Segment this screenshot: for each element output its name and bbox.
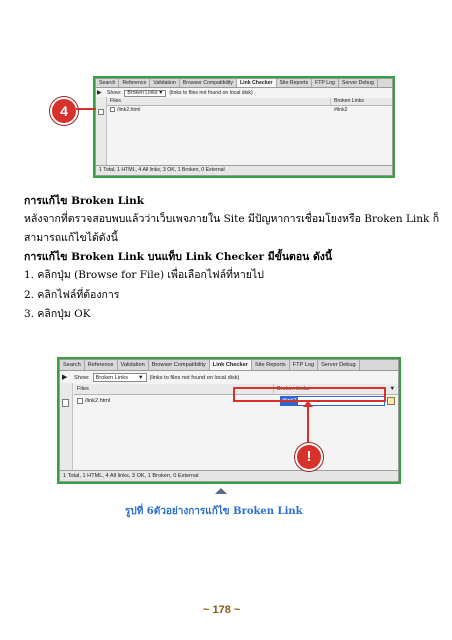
step-3: 3. คลิกปุ่ม OK [24,308,91,320]
figure-caption: รูปที่ 6ตัวอย่างการแก้ไข Broken Link [125,506,303,517]
panel-status-bar: 1 Total, 1 HTML, 4 All links, 3 OK, 1 Broken, 0 External [96,165,392,175]
results-header [107,98,392,106]
tab-link-checker[interactable]: Link Checker [210,360,252,370]
paragraph-line-2: สามารถแก้ไขได้ดังนี้ [24,232,118,244]
broken-link-edit-value: #link2 [282,397,297,404]
tab-search[interactable]: Search [60,360,85,370]
panel-status-bar: 1 Total, 1 HTML, 4 All links, 3 OK, 1 Broken, 0 External [60,470,398,481]
panel-tab-bar [96,79,392,88]
html-file-icon [110,107,115,112]
tab-link-checker[interactable]: Link Checker [237,79,277,87]
heading-link-checker-steps: การแก้ไข Broken Link บนแท็บ Link Checker มีขั้นตอน ดังนี้ [24,251,333,263]
play-icon[interactable]: ▶ [62,374,68,381]
col-broken-links-label: Broken Links [277,386,310,392]
tab-search[interactable]: Search [96,79,119,87]
alert-marker [295,443,323,471]
tab-browser-compatibility[interactable]: Browser Compatibility [149,360,210,370]
step-4-label: 4 [60,103,68,119]
play-icon[interactable]: ▶ [97,90,102,96]
html-file-icon [77,398,83,404]
tab-site-reports[interactable]: Site Reports [252,360,290,370]
chevron-down-icon: ▼ [158,90,164,96]
row-file-path[interactable]: /link2.html [85,397,111,404]
step-1: 1. คลิกปุ่ม (Browse for File) เพื่อเลือกไฟล์ที่หายไป [24,269,264,281]
tab-server-debug[interactable]: Server Debug [318,360,360,370]
link-checker-panel-top [95,78,393,176]
show-label: Show: [107,90,122,96]
row-broken-link[interactable]: #link2 [334,106,348,113]
col-files-header[interactable]: Files [74,384,274,394]
tab-server-debug[interactable]: Server Debug [339,79,378,87]
col-broken-links-header[interactable]: Broken Links [334,98,364,104]
table-row[interactable] [107,106,392,113]
show-select-value: Broken Links [95,374,128,381]
show-hint: (links to files not found on local disk) [169,90,253,96]
show-label: Show: [74,374,90,381]
col-files-header[interactable]: Files [107,98,331,105]
step-2: 2. คลิกไฟล์ที่ต้องการ [24,289,120,301]
panel-tab-bar [60,360,398,371]
tab-ftp-log[interactable]: FTP Log [312,79,339,87]
save-report-icon[interactable] [98,109,104,115]
tab-reference[interactable]: Reference [119,79,150,87]
paragraph-line-1: หลังจากที่ตรวจสอบพบแล้วว่าเว็บเพจภายใน Site มีปัญหาการเชื่อมโยงหรือ Broken Link ก็ [24,213,440,225]
panel-side-gutter [60,374,73,471]
tab-site-reports[interactable]: Site Reports [277,79,313,87]
show-filter-row [96,88,392,98]
link-checker-panel-bottom [59,359,399,482]
panel-side-gutter [96,90,107,166]
marker-connector [307,403,309,443]
caption-triangle-icon [215,488,227,494]
marker-arrow-head [303,401,313,407]
tab-validation[interactable]: Validation [118,360,149,370]
tab-browser-compatibility[interactable]: Browser Compatibility [180,79,237,87]
show-hint: (links to files not found on local disk) [149,374,240,381]
save-report-icon[interactable] [62,399,69,407]
show-filter-row [60,371,398,384]
heading-fix-broken-link: การแก้ไข Broken Link [24,195,145,207]
highlight-box [233,387,386,402]
show-select[interactable] [124,90,166,97]
browse-for-file-icon[interactable] [387,397,395,405]
step-4-connector [76,108,96,110]
tab-ftp-log[interactable]: FTP Log [290,360,318,370]
sort-arrow-icon: ▼ [389,386,395,392]
tab-reference[interactable]: Reference [85,360,118,370]
alert-marker-label: ! [306,448,312,465]
show-select[interactable] [93,373,147,382]
chevron-down-icon: ▼ [138,374,144,381]
show-select-value: Broken Links [127,90,158,96]
step-4-marker [50,97,78,125]
page-number: ~ 178 ~ [203,604,241,616]
tab-validation[interactable]: Validation [150,79,179,87]
row-file-path[interactable]: /link2.html [117,106,141,113]
